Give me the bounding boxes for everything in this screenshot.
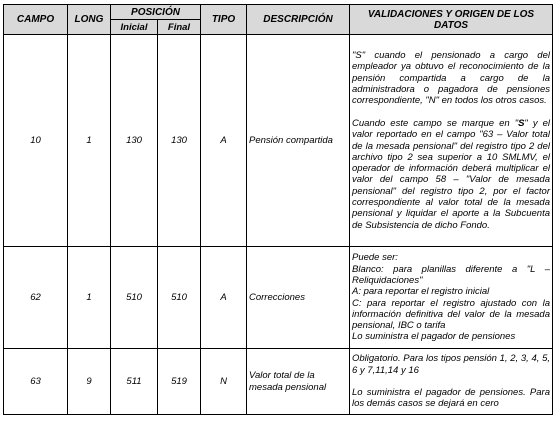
cell-descripcion: Correcciones [247, 247, 350, 349]
header-descripcion: DESCRIPCIÓN [247, 5, 350, 35]
validation-line: A: para reportar el registro inicial [352, 286, 490, 298]
cell-long: 1 [68, 247, 111, 349]
cell-tipo: N [201, 349, 247, 415]
validation-paragraph: "S" cuando el pensionado a cargo del empleador ya obtuvo el reconocimiento de la pensión compartida a cargo de la administradora o pagadora de pensiones correspondiente, "N" en todos los otros casos. [352, 50, 550, 107]
validation-line: Blanco: para planillas diferente a "L – Reliquidaciones" [352, 263, 550, 286]
specification-table [3, 4, 553, 415]
header-final: Final [158, 20, 201, 35]
cell-validaciones [350, 35, 553, 247]
header-long: LONG [68, 5, 111, 35]
validation-paragraph: Cuando este campo se marque en "S" y el valor reportado en el campo "63 – Valor total de la mesada pensional" del registro tipo 2 del archivo tipo 2 sea superior a 10 SMLMV, el operador de información deberá multiplicar el valor del campo 58 – "Valor de mesada pensional" del registro tipo 2, por el factor correspondiente al valor total de la mesada pensional y liquidar el aporte a la Subcuenta de Subsistencia de dicho Fondo. [352, 117, 550, 231]
header-validaciones: VALIDACIONES Y ORIGEN DE LOS DATOS [350, 5, 553, 35]
cell-inicial: 510 [111, 247, 158, 349]
cell-inicial: 511 [111, 349, 158, 415]
cell-final: 510 [158, 247, 201, 349]
validation-line: Lo suministra el pagador de pensiones [352, 331, 516, 343]
validation-line: Puede ser: [352, 252, 398, 264]
cell-final: 130 [158, 35, 201, 247]
cell-campo: 63 [4, 349, 68, 415]
cell-long: 1 [68, 35, 111, 247]
cell-descripcion: Pensión compartida [247, 35, 350, 247]
table-row [4, 35, 553, 247]
validation-paragraph: Lo suministra el pagador de pensiones. Para los demás casos se dejará en cero [352, 387, 550, 410]
cell-final: 519 [158, 349, 201, 415]
cell-inicial: 130 [111, 35, 158, 247]
cell-long: 9 [68, 349, 111, 415]
header-campo: CAMPO [4, 5, 68, 35]
cell-tipo: A [201, 247, 247, 349]
cell-validaciones [350, 349, 553, 415]
header-inicial: Inicial [111, 20, 158, 35]
validation-paragraph: Obligatorio. Para los tipos pensión 1, 2, 3, 4, 5, 6 y 7,11,14 y 16 [352, 353, 550, 376]
cell-tipo: A [201, 35, 247, 247]
header-tipo: TIPO [201, 5, 247, 35]
table-header [4, 5, 553, 35]
cell-campo: 10 [4, 35, 68, 247]
table-row [4, 349, 553, 415]
validation-line: C: para reportar el registro ajustado con la información definitiva del valor de la mesada pensional, IBC o tarifa [352, 297, 550, 332]
table-row [4, 247, 553, 349]
cell-campo: 62 [4, 247, 68, 349]
header-posicion: POSICIÓN [111, 5, 201, 20]
cell-validaciones [350, 247, 553, 349]
cell-descripcion: Valor total de la mesada pensional [247, 349, 350, 415]
